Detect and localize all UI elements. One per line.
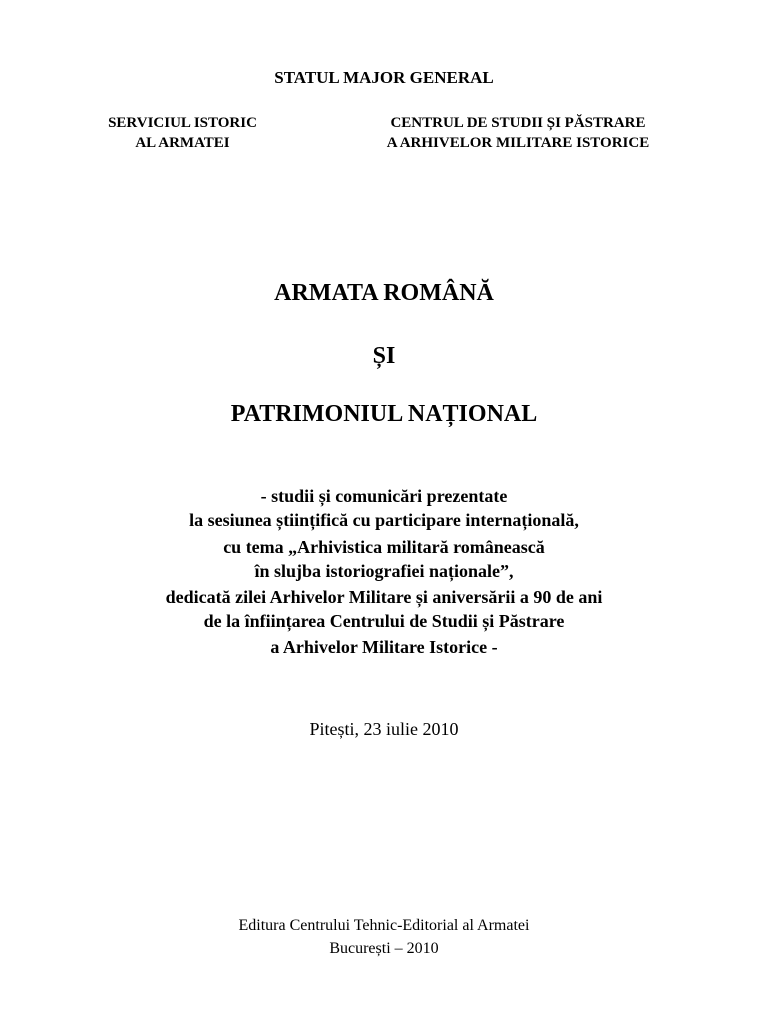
publisher-name: Editura Centrului Tehnic-Editorial al Armatei xyxy=(238,917,530,934)
subtitle-line: - studii și comunicări prezentate xyxy=(260,486,508,506)
institution-heading: STATUL MAJOR GENERAL xyxy=(274,68,494,87)
header-right-line: A ARHIVELOR MILITARE ISTORICE xyxy=(386,135,650,151)
publisher-city-year: București – 2010 xyxy=(329,940,439,957)
header-right-column xyxy=(348,113,688,153)
header-left-column xyxy=(85,113,280,153)
subtitle-line: dedicată zilei Arhivelor Militare și aniversării a 90 de ani xyxy=(165,587,603,607)
title-line-1: ARMATA ROMÂNĂ xyxy=(274,280,494,306)
subtitle-line: la sesiunea științifică cu participare internațională, xyxy=(189,510,579,530)
header-right-line: CENTRUL DE STUDII ȘI PĂSTRARE xyxy=(390,115,646,131)
subtitle-line: cu tema „Arhivistica militară românească xyxy=(223,537,545,557)
subtitle-line: în slujba istoriografiei naționale”, xyxy=(254,561,514,581)
header-left-line: AL ARMATEI xyxy=(135,135,230,151)
title-line-2: ȘI xyxy=(372,343,396,369)
subtitle-line: de la înființarea Centrului de Studii și Păstrare xyxy=(203,611,565,631)
header-left-line: SERVICIUL ISTORIC xyxy=(108,115,257,131)
place-date: Pitești, 23 iulie 2010 xyxy=(309,719,459,739)
subtitle-line: a Arhivelor Militare Istorice - xyxy=(270,637,498,657)
title-line-3: PATRIMONIUL NAȚIONAL xyxy=(230,401,538,427)
